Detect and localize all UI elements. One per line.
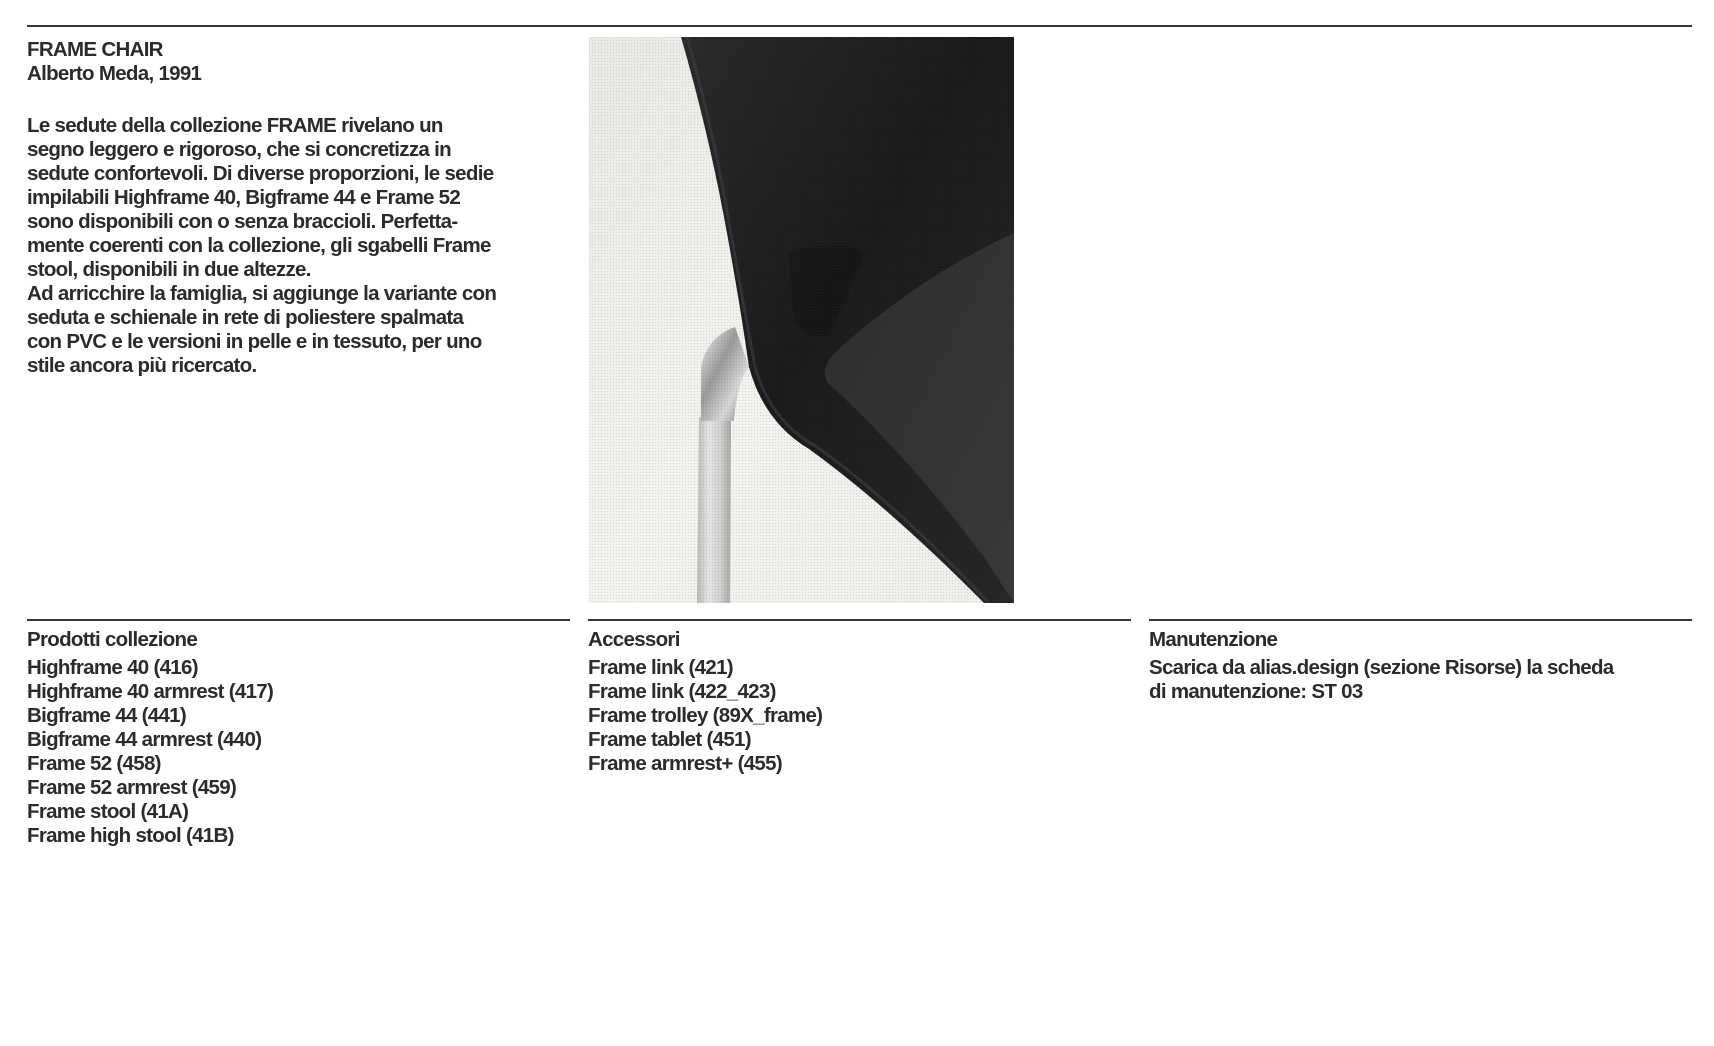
description-line: Ad arricchire la famiglia, si aggiunge la variante con [27, 282, 497, 305]
description-line: segno leggero e rigoroso, che si concretizza in [27, 138, 451, 161]
accessory-item: Frame trolley (89X_frame) [588, 704, 823, 727]
collection-item: Frame 52 armrest (459) [27, 776, 237, 799]
product-photo [589, 37, 1014, 603]
section-maintenance [1149, 628, 1614, 704]
description-line: stool, disponibili in due altezze. [27, 258, 311, 281]
product-header [27, 38, 201, 86]
chair-illustration [589, 37, 1014, 603]
accessory-item: Frame armrest+ (455) [588, 752, 782, 775]
maintenance-text-line: di manutenzione: ST 03 [1149, 680, 1363, 703]
collection-item: Bigframe 44 armrest (440) [27, 728, 262, 751]
accessory-item: Frame link (421) [588, 656, 733, 679]
collection-item: Frame 52 (458) [27, 752, 161, 775]
collection-item: Frame stool (41A) [27, 800, 189, 823]
product-title: FRAME CHAIR [27, 38, 163, 61]
description-line: impilabili Highframe 40, Bigframe 44 e Frame 52 [27, 186, 461, 209]
description-line: mente coerenti con la collezione, gli sgabelli Frame [27, 234, 491, 257]
product-description [27, 114, 496, 378]
section-collection [27, 628, 273, 848]
section-heading-collection: Prodotti collezione [27, 628, 198, 651]
description-line: seduta e schienale in rete di poliestere spalmata [27, 306, 464, 329]
section-heading-accessories: Accessori [588, 628, 680, 651]
maintenance-text-line: Scarica da alias.design (sezione Risorse) la scheda [1149, 656, 1614, 679]
collection-item: Bigframe 44 (441) [27, 704, 187, 727]
description-line: stile ancora più ricercato. [27, 354, 257, 377]
description-line: Le sedute della collezione FRAME rivelano un [27, 114, 443, 137]
collection-item: Highframe 40 (416) [27, 656, 198, 679]
description-line: sono disponibili con o senza braccioli. Perfetta- [27, 210, 458, 233]
section-divider-accessories [588, 619, 1131, 621]
accessory-item: Frame tablet (451) [588, 728, 751, 751]
section-divider-collection [27, 619, 570, 621]
designer-and-year: Alberto Meda, 1991 [27, 62, 202, 85]
section-accessories [588, 628, 822, 776]
accessory-item: Frame link (422_423) [588, 680, 776, 703]
collection-item: Highframe 40 armrest (417) [27, 680, 274, 703]
description-line: sedute confortevoli. Di diverse proporzioni, le sedie [27, 162, 494, 185]
top-divider [27, 25, 1692, 27]
collection-item: Frame high stool (41B) [27, 824, 234, 847]
description-line: con PVC e le versioni in pelle e in tessuto, per uno [27, 330, 482, 353]
section-heading-maintenance: Manutenzione [1149, 628, 1278, 651]
section-divider-maintenance [1149, 619, 1692, 621]
